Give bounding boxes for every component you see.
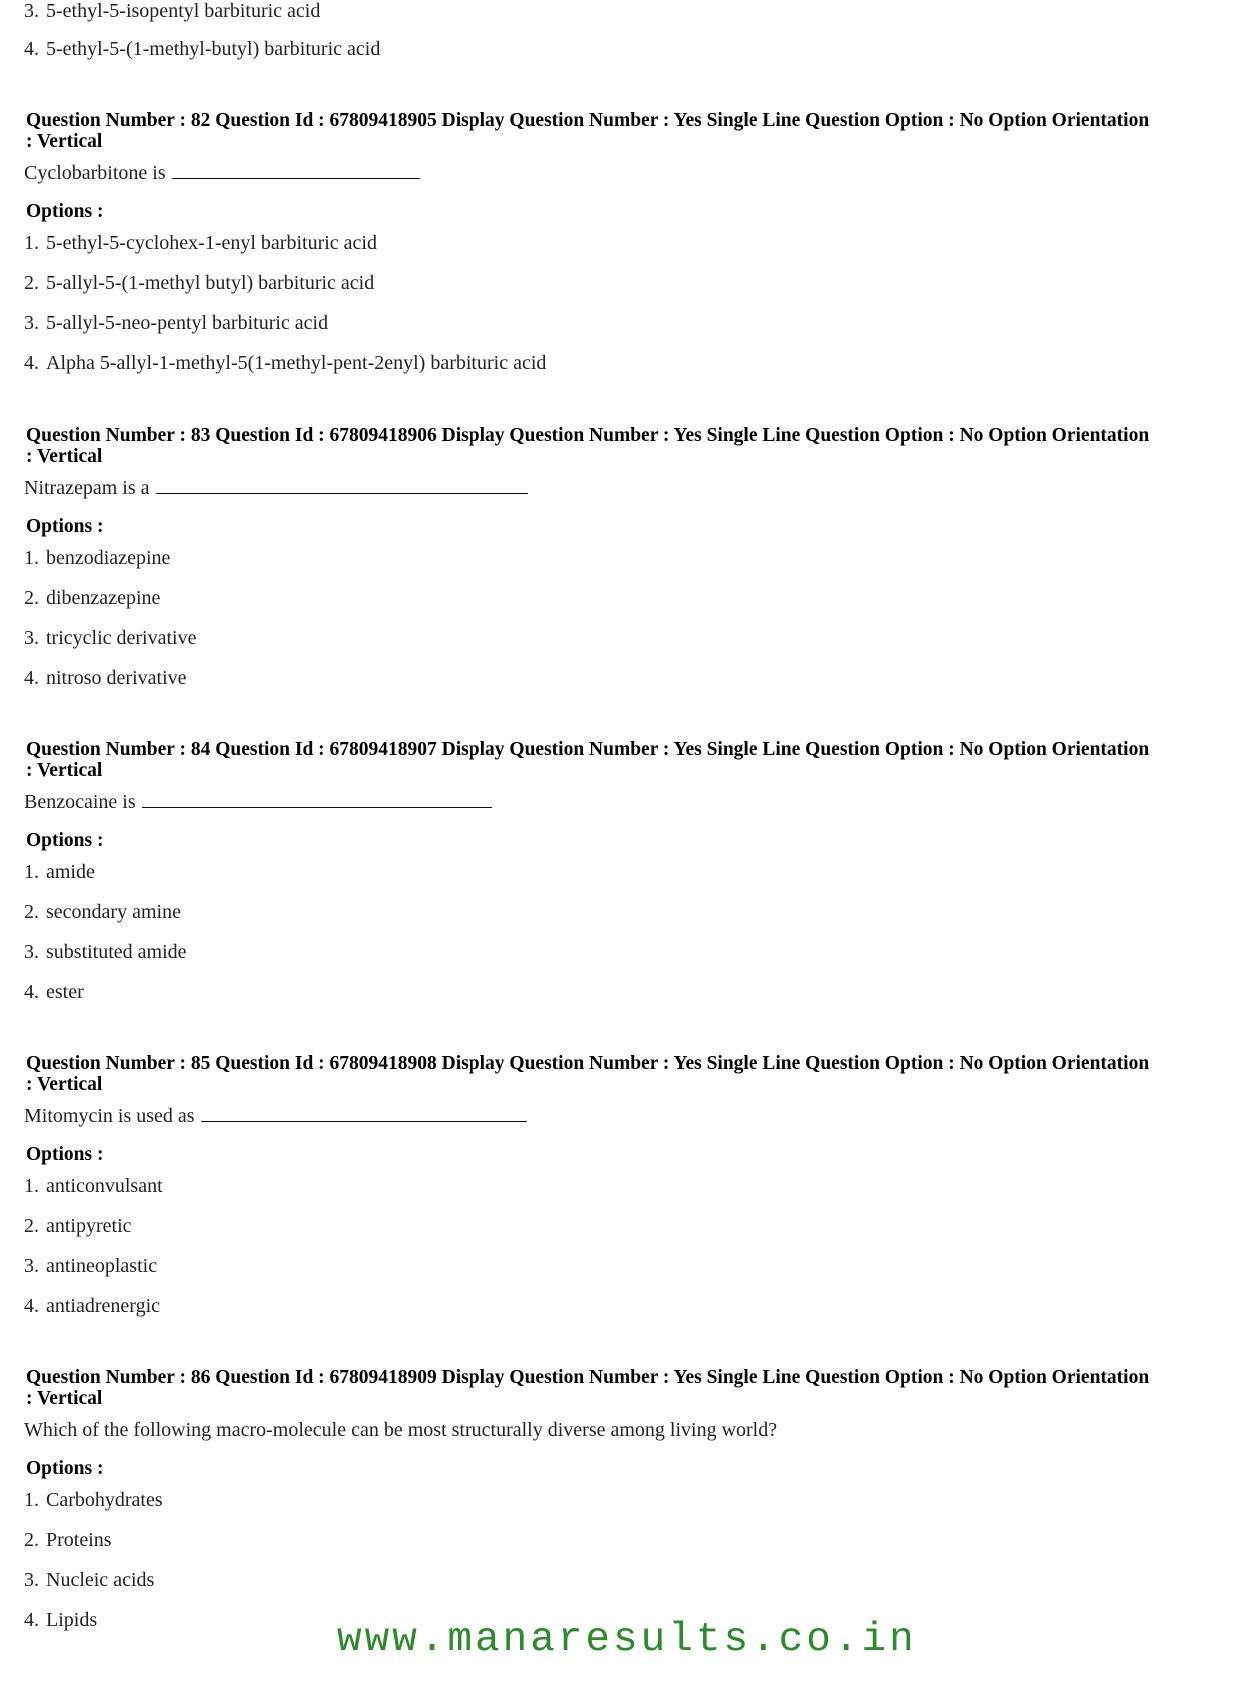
question-83-option-2: 2. dibenzazepine [24, 587, 161, 609]
answer-blank [142, 806, 492, 808]
question-83-option-4: 4. nitroso derivative [24, 667, 187, 689]
question-82-option-1: 1. 5-ethyl-5-cyclohex-1-enyl barbituric acid [24, 232, 377, 254]
question-82-text: Cyclobarbitone is [24, 162, 420, 185]
answer-blank [156, 492, 528, 494]
options-label: Options : [26, 830, 104, 851]
options-label: Options : [26, 1458, 104, 1479]
question-84-header: Question Number : 84 Question Id : 67809418907 Display Question Number : Yes Single Line Question Option : No Option Orientation : Vertical [26, 739, 1150, 781]
question-86-text: Which of the following macro-molecule can be most structurally diverse among living world? [24, 1419, 778, 1441]
options-label: Options : [26, 201, 104, 222]
question-84-option-3: 3. substituted amide [24, 941, 187, 963]
prev-option-4: 4. 5-ethyl-5-(1-methyl-butyl) barbituric acid [24, 38, 381, 60]
question-82-option-4: 4. Alpha 5-allyl-1-methyl-5(1-methyl-pent-2enyl) barbituric acid [24, 352, 547, 374]
question-86-option-2: 2. Proteins [24, 1529, 112, 1551]
options-label: Options : [26, 1144, 104, 1165]
question-82-option-2: 2. 5-allyl-5-(1-methyl butyl) barbituric acid [24, 272, 375, 294]
question-86-option-1: 1. Carbohydrates [24, 1489, 163, 1511]
question-85-text: Mitomycin is used as [24, 1105, 527, 1128]
question-86-header: Question Number : 86 Question Id : 67809418909 Display Question Number : Yes Single Line Question Option : No Option Orientation : Vertical [26, 1367, 1150, 1409]
prev-option-3: 3. 5-ethyl-5-isopentyl barbituric acid [24, 0, 321, 22]
question-86-option-4: 4. Lipids [24, 1609, 98, 1631]
question-85-option-4: 4. antiadrenergic [24, 1295, 161, 1317]
question-84-option-1: 1. amide [24, 861, 95, 883]
question-85-option-1: 1. anticonvulsant [24, 1175, 163, 1197]
question-84-option-4: 4. ester [24, 981, 84, 1003]
answer-blank [172, 177, 420, 179]
question-83-option-3: 3. tricyclic derivative [24, 627, 197, 649]
question-82-option-3: 3. 5-allyl-5-neo-pentyl barbituric acid [24, 312, 329, 334]
site-watermark: www.manaresults.co.in [337, 1617, 917, 1663]
options-label: Options : [26, 516, 104, 537]
question-82-header: Question Number : 82 Question Id : 67809418905 Display Question Number : Yes Single Line Question Option : No Option Orientation : Vertical [26, 110, 1150, 152]
question-83-header: Question Number : 83 Question Id : 67809418906 Display Question Number : Yes Single Line Question Option : No Option Orientation : Vertical [26, 425, 1150, 467]
question-84-option-2: 2. secondary amine [24, 901, 181, 923]
question-85-header: Question Number : 85 Question Id : 67809418908 Display Question Number : Yes Single Line Question Option : No Option Orientation : Vertical [26, 1053, 1150, 1095]
answer-blank [201, 1120, 527, 1122]
question-86-option-3: 3. Nucleic acids [24, 1569, 155, 1591]
question-83-text: Nitrazepam is a [24, 477, 528, 500]
question-84-text: Benzocaine is [24, 791, 492, 814]
question-85-option-2: 2. antipyretic [24, 1215, 132, 1237]
question-83-option-1: 1. benzodiazepine [24, 547, 171, 569]
question-85-option-3: 3. antineoplastic [24, 1255, 158, 1277]
